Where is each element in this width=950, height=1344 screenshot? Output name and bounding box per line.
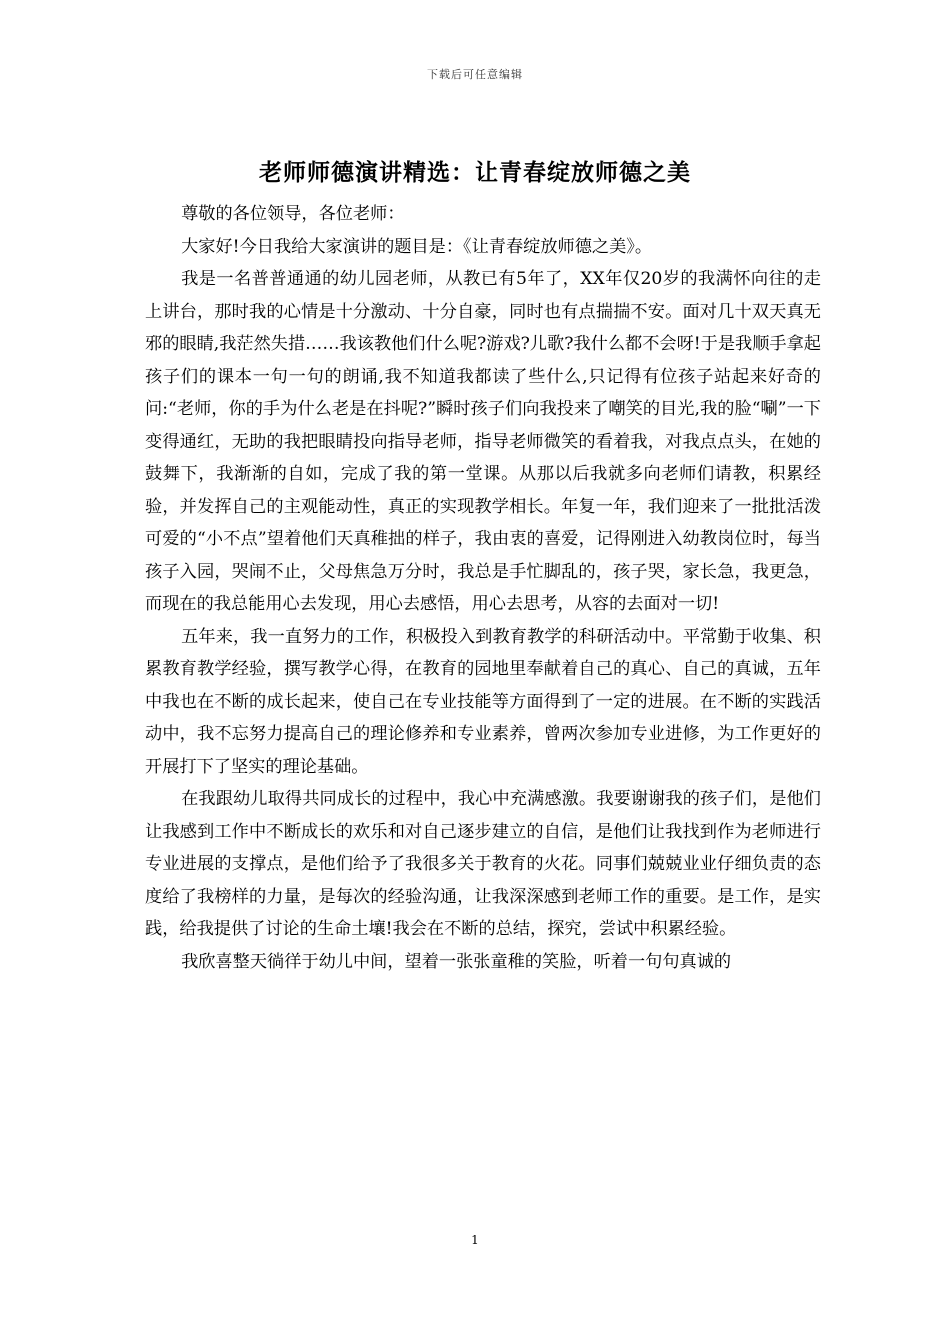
paragraph-story: 我是一名普普通通的幼儿园老师，从教已有5年了，XX年仅20岁的我满怀向往的走上讲台，那时我的心情是十分激动、十分自豪，同时也有点揣揣不安。面对几十双天真无邪的眼睛,我茫然失措……我该教他们什么呢?游戏?儿歌?我什么都不会呀!于是我顺手拿起孩子们的课本一句一句的朗诵,我不知道我都读了些什么,只记得有位孩子站起来好奇的问:“老师，你的手为什么老是在抖呢?”瞬时孩子们向我投来了嘲笑的目光,我的脸“唰”一下变得通红，无助的我把眼睛投向指导老师，指导老师微笑的看着我，对我点点头，在她的鼓舞下，我渐渐的自如，完成了我的第一堂课。从那以后我就多向老师们请教，积累经验，并发挥自己的主观能动性，真正的实现教学相长。年复一年，我们迎来了一批批活泼可爱的“小不点”望着他们天真稚拙的样子，我由衷的喜爱，记得刚进入幼教岗位时，每当孩子入园，哭闹不止，父母焦急万分时，我总是手忙脚乱的，孩子哭，家长急，我更急，而现在的我总能用心去发现，用心去感悟，用心去思考，从容的去面对一切! <box>145 269 821 614</box>
header-note: 下载后可任意编辑 <box>427 68 523 81</box>
paragraph-five-years: 五年来，我一直努力的工作，积极投入到教育教学的科研活动中。平常勤于收集、积累教育教学经验，撰写教学心得，在教育的园地里奉献着自己的真心、自己的真诚，五年中我也在不断的成长起来，使自己在专业技能等方面得到了一定的进展。在不断的实践活动中，我不忘努力提高自己的理论修养和专业素养，曾两次参加专业进修，为工作更好的开展打下了坚实的理论基础。 <box>145 626 821 777</box>
document-body <box>145 198 821 978</box>
paragraph-greeting: 尊敬的各位领导，各位老师： <box>181 204 405 224</box>
paragraph-gratitude: 在我跟幼儿取得共同成长的过程中，我心中充满感激。我要谢谢我的孩子们，是他们让我感到工作中不断成长的欢乐和对自己逐步建立的自信，是他们让我找到作为老师进行专业进展的支撑点，是他们给予了我很多关于教育的火花。同事们兢兢业业仔细负责的态度给了我榜样的力量，是每次的经验沟通，让我深深感到老师工作的重要。是工作，是实践，给我提供了讨论的生命土壤!我会在不断的总结，探究，尝试中积累经验。 <box>145 789 821 939</box>
paragraph-closing-partial: 我欣喜整天徜徉于幼儿中间，望着一张张童稚的笑脸，听着一句句真诚的 <box>181 951 732 972</box>
document-title: 老师师德演讲精选：让青春绽放师德之美 <box>259 159 691 186</box>
paragraph-intro: 大家好!今日我给大家演讲的题目是：《让青春绽放师德之美》。 <box>181 236 653 257</box>
page-number: 1 <box>471 1233 479 1247</box>
